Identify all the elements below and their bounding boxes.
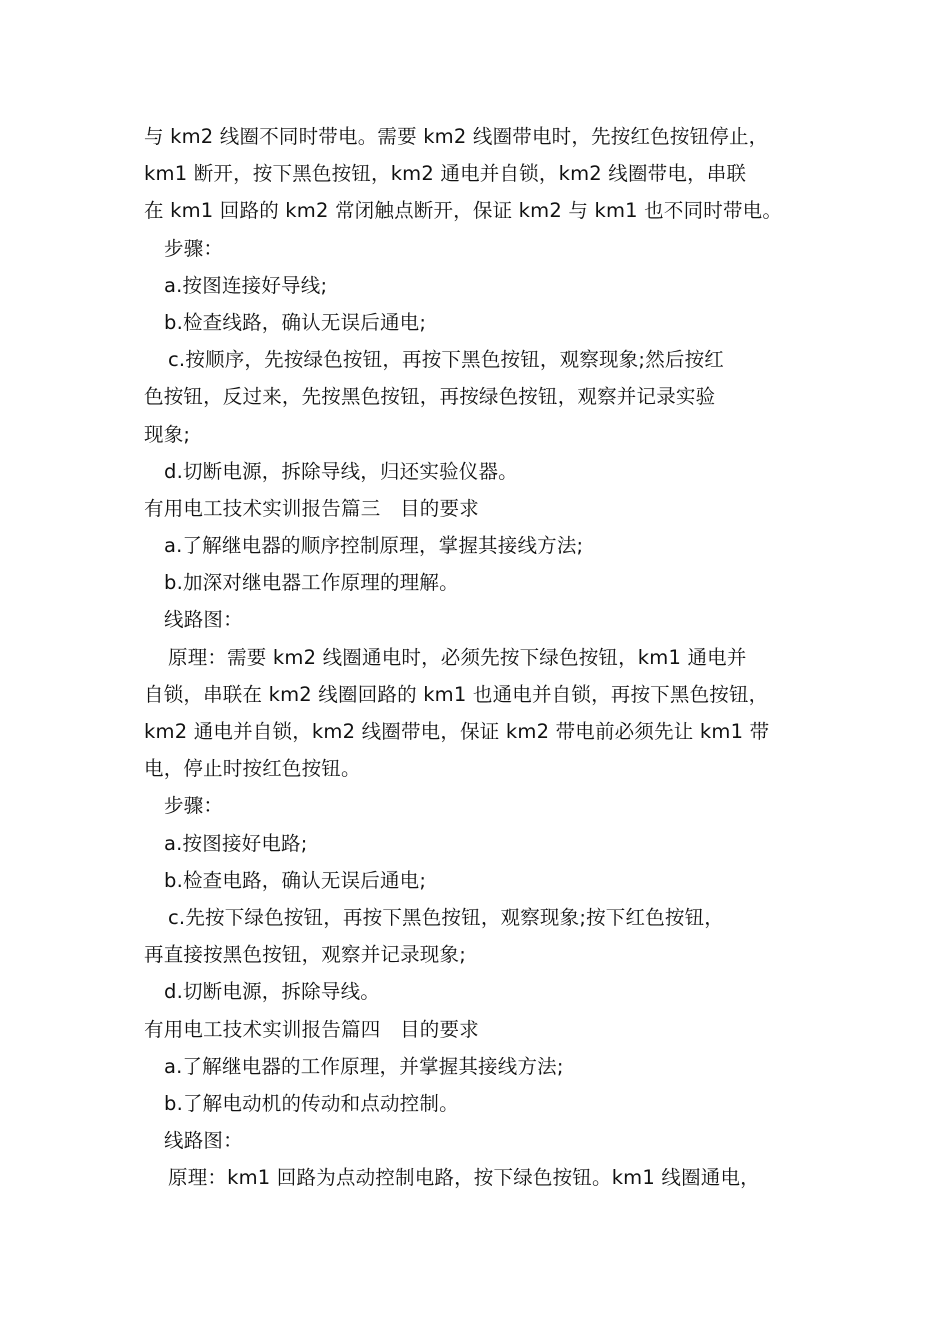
text-line: 线路图： (164, 608, 243, 632)
text-line: b.了解电动机的传动和点动控制。 (164, 1091, 459, 1115)
text-line: 有用电工技术实训报告篇三 目的要求 (144, 496, 479, 520)
text-line: c.先按下绿色按钮，再按下黑色按钮，观察现象;按下红色按钮， (168, 905, 724, 929)
text-line: 与 km2 线圈不同时带电。需要 km2 线圈带电时，先按红色按钮停止， (144, 125, 769, 148)
text-line: b.加深对继电器工作原理的理解。 (164, 571, 459, 595)
text-line: 步骤： (164, 794, 224, 818)
text-line: c.按顺序，先按绿色按钮，再按下黑色按钮，观察现象;然后按红 (168, 348, 724, 372)
text-line: 电，停止时按红色按钮。 (144, 757, 361, 781)
text-line: 原理：需要 km2 线圈通电时，必须先按下绿色按钮，km1 通电并 (168, 645, 747, 669)
text-line: 步骤： (164, 236, 224, 260)
text-line: 自锁，串联在 km2 线圈回路的 km1 也通电并自锁，再按下黑色按钮， (144, 682, 769, 706)
text-line: 色按钮，反过来，先按黑色按钮，再按绿色按钮，观察并记录实验 (144, 385, 716, 409)
text-line: a.了解继电器的工作原理，并掌握其接线方法; (164, 1054, 564, 1078)
text-line: 原理：km1 回路为点动控制电路，按下绿色按钮。km1 线圈通电， (168, 1166, 760, 1190)
document-page (144, 118, 834, 1196)
text-line: 有用电工技术实训报告篇四 目的要求 (144, 1017, 479, 1041)
text-line: 再直接按黑色按钮，观察并记录现象; (144, 943, 466, 967)
text-line: km1 断开，按下黑色按钮，km2 通电并自锁，km2 线圈带电，串联 (144, 162, 747, 186)
text-line: b.检查线路，确认无误后通电; (164, 310, 427, 334)
text-line: 在 km1 回路的 km2 常闭触点断开，保证 km2 与 km1 也不同时带电。 (144, 199, 783, 223)
text-line: 线路图： (164, 1129, 243, 1153)
text-line: d.切断电源，拆除导线。 (164, 980, 380, 1004)
text-line: a.按图连接好导线; (164, 273, 328, 297)
text-line: a.了解继电器的顺序控制原理，掌握其接线方法; (164, 534, 584, 558)
text-line: km2 通电并自锁，km2 线圈带电，保证 km2 带电前必须先让 km1 带 (144, 720, 770, 743)
text-line: 现象; (144, 422, 191, 446)
text-line: d.切断电源，拆除导线，归还实验仪器。 (164, 459, 518, 483)
text-line: a.按图接好电路; (164, 831, 308, 855)
text-line: b.检查电路，确认无误后通电; (164, 868, 427, 892)
